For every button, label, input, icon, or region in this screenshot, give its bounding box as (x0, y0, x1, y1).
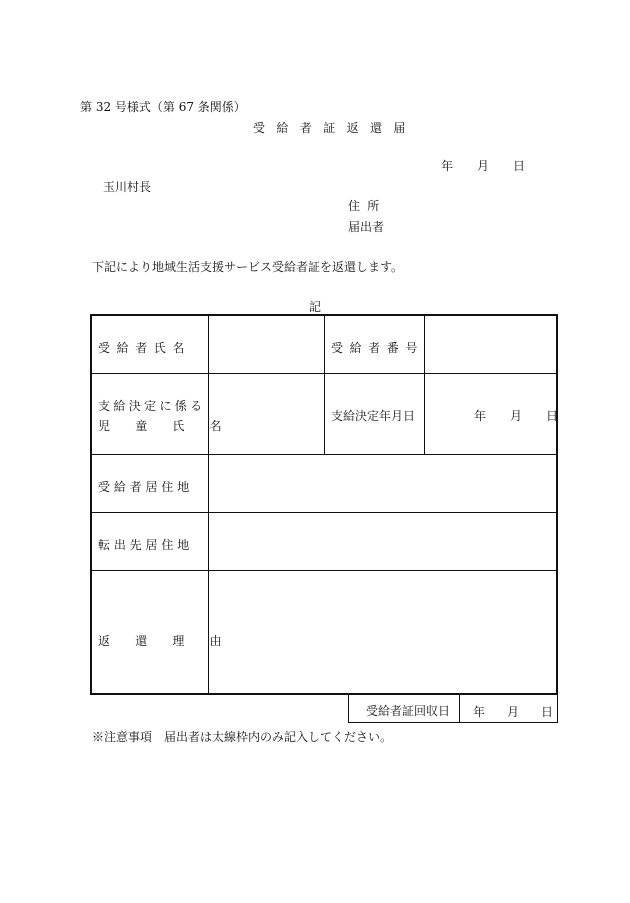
recipient-name-label: 受給者氏名 (98, 341, 192, 355)
recipient-number-field[interactable] (432, 334, 552, 358)
receipt-date-month: 月 (507, 705, 520, 719)
receipt-table (348, 695, 558, 723)
form-number: 第 32 号様式（第 67 条関係） (80, 100, 246, 114)
recipient-number-label: 受給者番号 (331, 341, 425, 355)
date-year: 年 (441, 159, 454, 173)
row-divider (92, 512, 556, 513)
child-name-label-line1: 支給決定に係る (98, 399, 206, 413)
recipient-address-field[interactable] (216, 466, 546, 502)
addressee: 玉川村長 (103, 180, 152, 194)
receipt-date-day: 日 (541, 705, 554, 719)
column-divider (324, 316, 325, 454)
decision-date-label: 支給決定年月日 (331, 409, 416, 423)
column-divider (459, 695, 460, 722)
return-reason-field[interactable] (216, 580, 546, 684)
row-divider (92, 454, 556, 455)
date-day: 日 (513, 159, 526, 173)
receipt-date-year: 年 (473, 705, 486, 719)
main-form-table (90, 314, 558, 695)
recipient-address-label: 受給者居住地 (98, 480, 194, 494)
notice: ※注意事項 届出者は太線枠内のみ記入してください。 (92, 730, 393, 744)
applicant-address-label: 住所 (348, 199, 387, 213)
applicant-name-label: 届出者 (348, 220, 385, 234)
destination-address-label: 転出先居住地 (98, 538, 194, 552)
child-name-field[interactable] (216, 396, 316, 426)
receipt-date-field[interactable] (473, 703, 553, 720)
ki-heading: 記 (309, 300, 322, 314)
decision-date-field[interactable] (474, 407, 558, 424)
statement: 下記により地域生活支援サービス受給者証を返還します。 (92, 260, 404, 274)
decision-date-day: 日 (546, 409, 559, 423)
decision-date-year: 年 (474, 409, 487, 423)
row-divider (92, 570, 556, 571)
child-name-label-line2: 児童氏名 (98, 419, 247, 433)
receipt-date-label: 受給者証回収日 (366, 704, 451, 718)
document-title: 受給者証返還届 (253, 121, 417, 135)
submission-date (441, 157, 525, 174)
date-month: 月 (477, 159, 490, 173)
decision-date-month: 月 (510, 409, 523, 423)
column-divider (424, 316, 425, 454)
destination-address-field[interactable] (216, 524, 546, 560)
return-reason-label: 返還理由 (98, 634, 247, 648)
recipient-name-field[interactable] (216, 334, 316, 358)
